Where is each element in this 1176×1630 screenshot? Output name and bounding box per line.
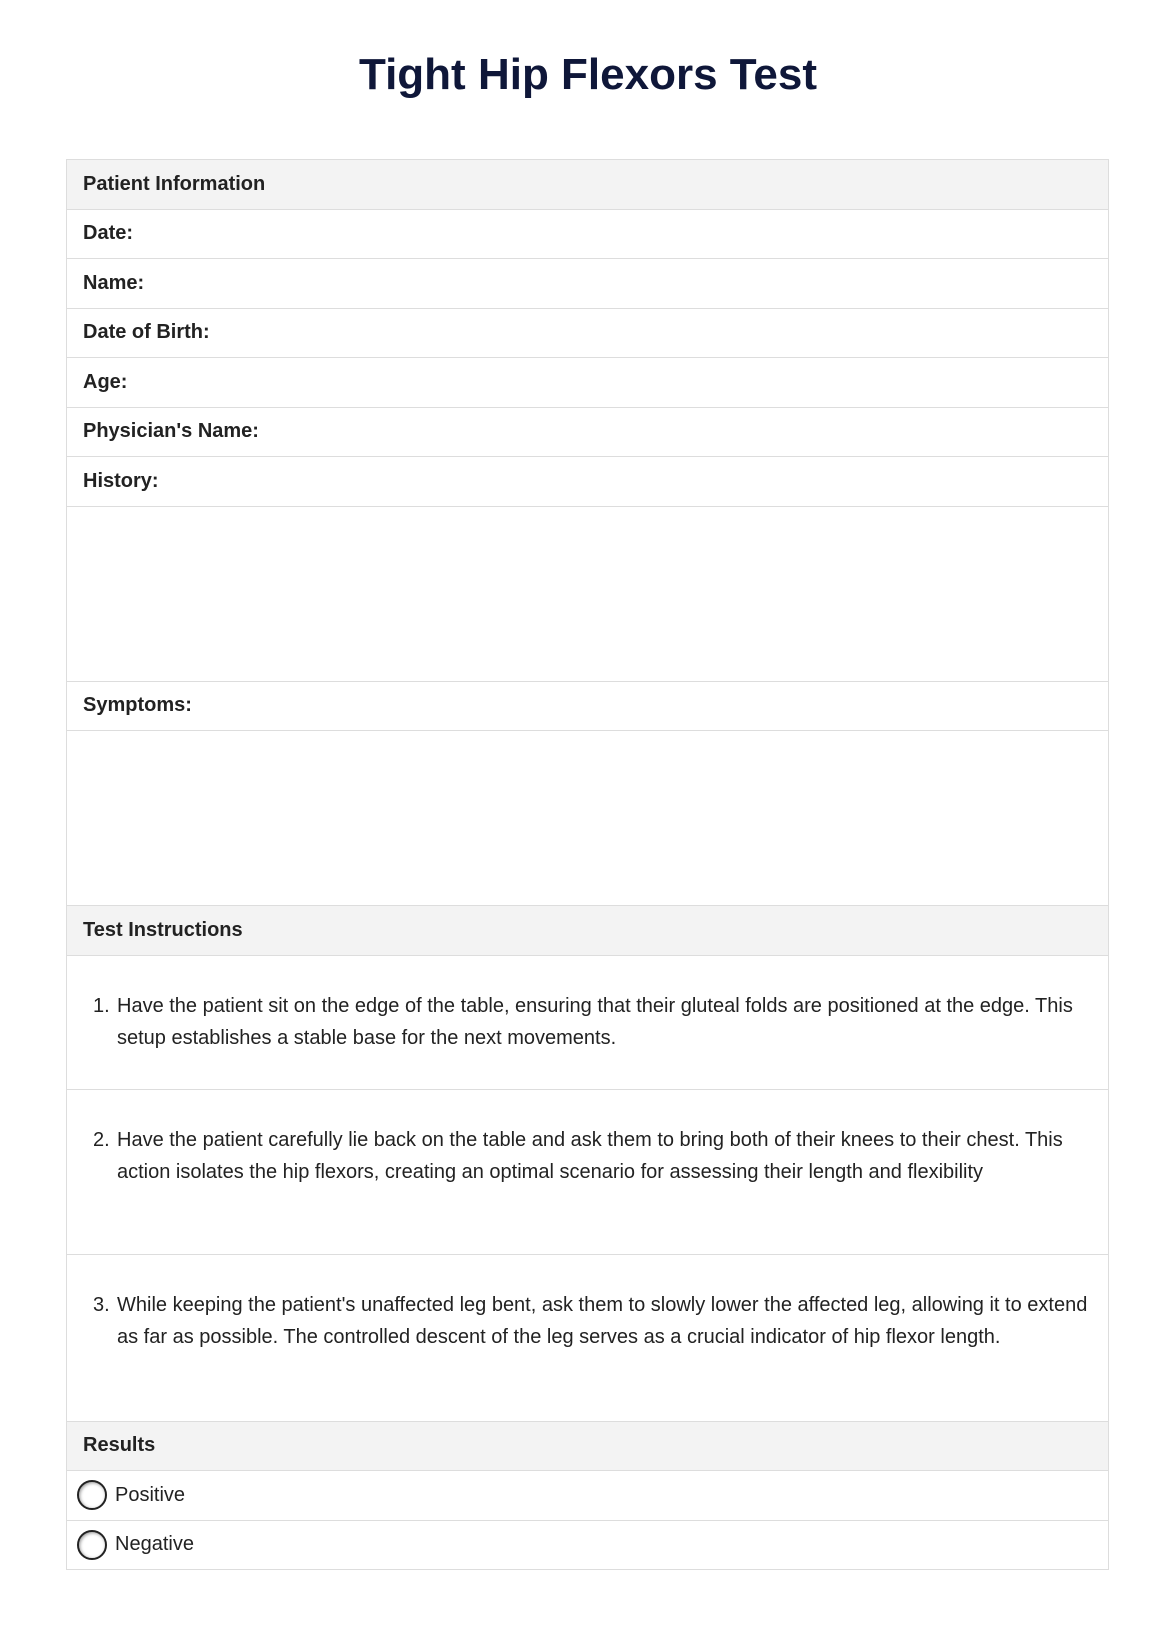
test-instructions-header: Test Instructions [67, 906, 1108, 956]
date-field[interactable]: Date: [67, 210, 1108, 260]
instruction-item [67, 1255, 1108, 1422]
instruction-item [67, 956, 1108, 1090]
patient-information-header: Patient Information [67, 160, 1108, 210]
form-table [66, 159, 1109, 1570]
physician-name-field[interactable]: Physician's Name: [67, 408, 1108, 458]
result-option-negative[interactable] [67, 1521, 1108, 1571]
instruction-number: 2. [93, 1128, 110, 1151]
history-label: History: [67, 457, 1108, 507]
instruction-text: Have the patient carefully lie back on the table and ask them to bring both of their knees to their chest. This action isolates the hip flexors, creating an optimal scenario for assessing their length and flexibility [117, 1128, 1063, 1183]
instruction-text: While keeping the patient's unaffected leg bent, ask them to slowly lower the affected leg, allowing it to extend as far as possible. The controlled descent of the leg serves as a crucial indicator of hip flexor length. [117, 1293, 1088, 1348]
symptoms-input-area[interactable] [67, 731, 1108, 906]
instruction-text: Have the patient sit on the edge of the table, ensuring that their gluteal folds are positioned at the edge. This setup establishes a stable base for the next movements. [117, 994, 1073, 1049]
page-title: Tight Hip Flexors Test [359, 50, 817, 99]
age-field[interactable]: Age: [67, 358, 1108, 408]
radio-button-icon[interactable] [77, 1530, 107, 1560]
symptoms-label: Symptoms: [67, 682, 1108, 732]
results-header: Results [67, 1422, 1108, 1472]
name-field[interactable]: Name: [67, 259, 1108, 309]
option-label: Negative [115, 1533, 194, 1556]
date-of-birth-field[interactable]: Date of Birth: [67, 309, 1108, 359]
instruction-number: 1. [93, 994, 110, 1017]
radio-button-icon[interactable] [77, 1480, 107, 1510]
instruction-item [67, 1090, 1108, 1255]
option-label: Positive [115, 1483, 186, 1506]
instruction-number: 3. [93, 1293, 110, 1316]
result-option-positive[interactable] [67, 1471, 1108, 1521]
history-input-area[interactable] [67, 507, 1108, 682]
